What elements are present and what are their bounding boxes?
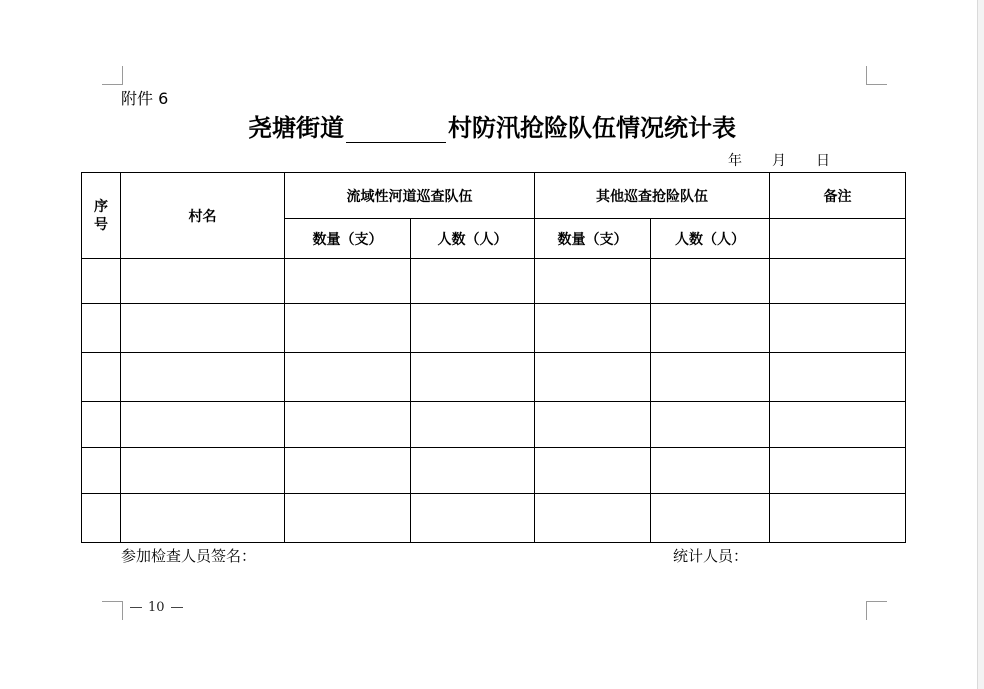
header-other-patrol-team: 其他巡查抢险队伍	[535, 173, 770, 219]
table-cell	[285, 259, 411, 304]
table-cell	[651, 494, 770, 543]
crop-mark-top-right	[866, 66, 887, 85]
page-number	[124, 600, 189, 615]
table-cell	[651, 402, 770, 448]
title-prefix: 尧塘街道	[248, 113, 344, 142]
header-village: 村名	[121, 173, 285, 259]
table-cell	[285, 494, 411, 543]
table-cell	[411, 494, 535, 543]
statistician-label: 统计人员：	[673, 547, 749, 565]
date-line	[728, 150, 830, 170]
table-cell	[285, 402, 411, 448]
table-cell	[411, 304, 535, 353]
title-blank-line	[346, 118, 446, 143]
header-other-count: 数量（支）	[535, 219, 651, 259]
table-cell	[82, 304, 121, 353]
table-row	[82, 259, 906, 304]
header-other-people: 人数（人）	[651, 219, 770, 259]
header-seq	[82, 173, 121, 259]
inspector-signature-label: 参加检查人员签名：	[121, 547, 257, 565]
table-cell	[121, 304, 285, 353]
table-cell	[770, 448, 906, 494]
date-month: 月	[772, 153, 786, 169]
table-cell	[82, 402, 121, 448]
page-number-dash-right	[171, 607, 183, 608]
table-cell	[535, 259, 651, 304]
header-river-patrol-team: 流域性河道巡查队伍	[285, 173, 535, 219]
table-cell	[770, 353, 906, 402]
table-row	[82, 494, 906, 543]
crop-mark-bottom-left	[102, 601, 123, 620]
header-seq-char: 号	[94, 216, 108, 233]
table-cell	[770, 402, 906, 448]
stats-table	[81, 172, 906, 543]
table-cell	[121, 353, 285, 402]
table-cell	[82, 353, 121, 402]
table-cell	[121, 494, 285, 543]
table-cell	[651, 304, 770, 353]
table-cell	[82, 259, 121, 304]
table-cell	[285, 304, 411, 353]
page-number-value: 10	[148, 600, 165, 615]
crop-mark-top-left	[102, 66, 123, 85]
title-suffix: 村防汛抢险队伍情况统计表	[448, 113, 736, 142]
table-cell	[411, 259, 535, 304]
date-day: 日	[816, 153, 830, 169]
scrollbar-edge[interactable]	[977, 0, 984, 689]
table-cell	[121, 402, 285, 448]
table-row	[82, 353, 906, 402]
table-cell	[411, 448, 535, 494]
table-cell	[535, 494, 651, 543]
header-remarks-sub	[770, 219, 906, 259]
table-cell	[651, 448, 770, 494]
crop-mark-bottom-right	[866, 601, 887, 620]
table-cell	[535, 402, 651, 448]
table-cell	[82, 494, 121, 543]
date-year: 年	[728, 153, 742, 169]
table-row	[82, 402, 906, 448]
table-cell	[651, 353, 770, 402]
table-cell	[411, 353, 535, 402]
header-seq-char: 序	[94, 198, 108, 215]
header-river-count: 数量（支）	[285, 219, 411, 259]
table-cell	[82, 448, 121, 494]
table-row	[82, 448, 906, 494]
table-cell	[535, 304, 651, 353]
table-cell	[285, 448, 411, 494]
table-cell	[285, 353, 411, 402]
table-cell	[770, 494, 906, 543]
header-remarks: 备注	[770, 173, 906, 219]
table-cell	[535, 448, 651, 494]
annex-label: 附件 6	[121, 89, 169, 108]
page-title	[0, 108, 984, 143]
table-row	[82, 304, 906, 353]
table-cell	[770, 304, 906, 353]
table-cell	[770, 259, 906, 304]
table-cell	[651, 259, 770, 304]
table-cell	[121, 448, 285, 494]
table-cell	[411, 402, 535, 448]
page-number-dash-left	[130, 607, 142, 608]
table-cell	[121, 259, 285, 304]
header-river-people: 人数（人）	[411, 219, 535, 259]
table-cell	[535, 353, 651, 402]
